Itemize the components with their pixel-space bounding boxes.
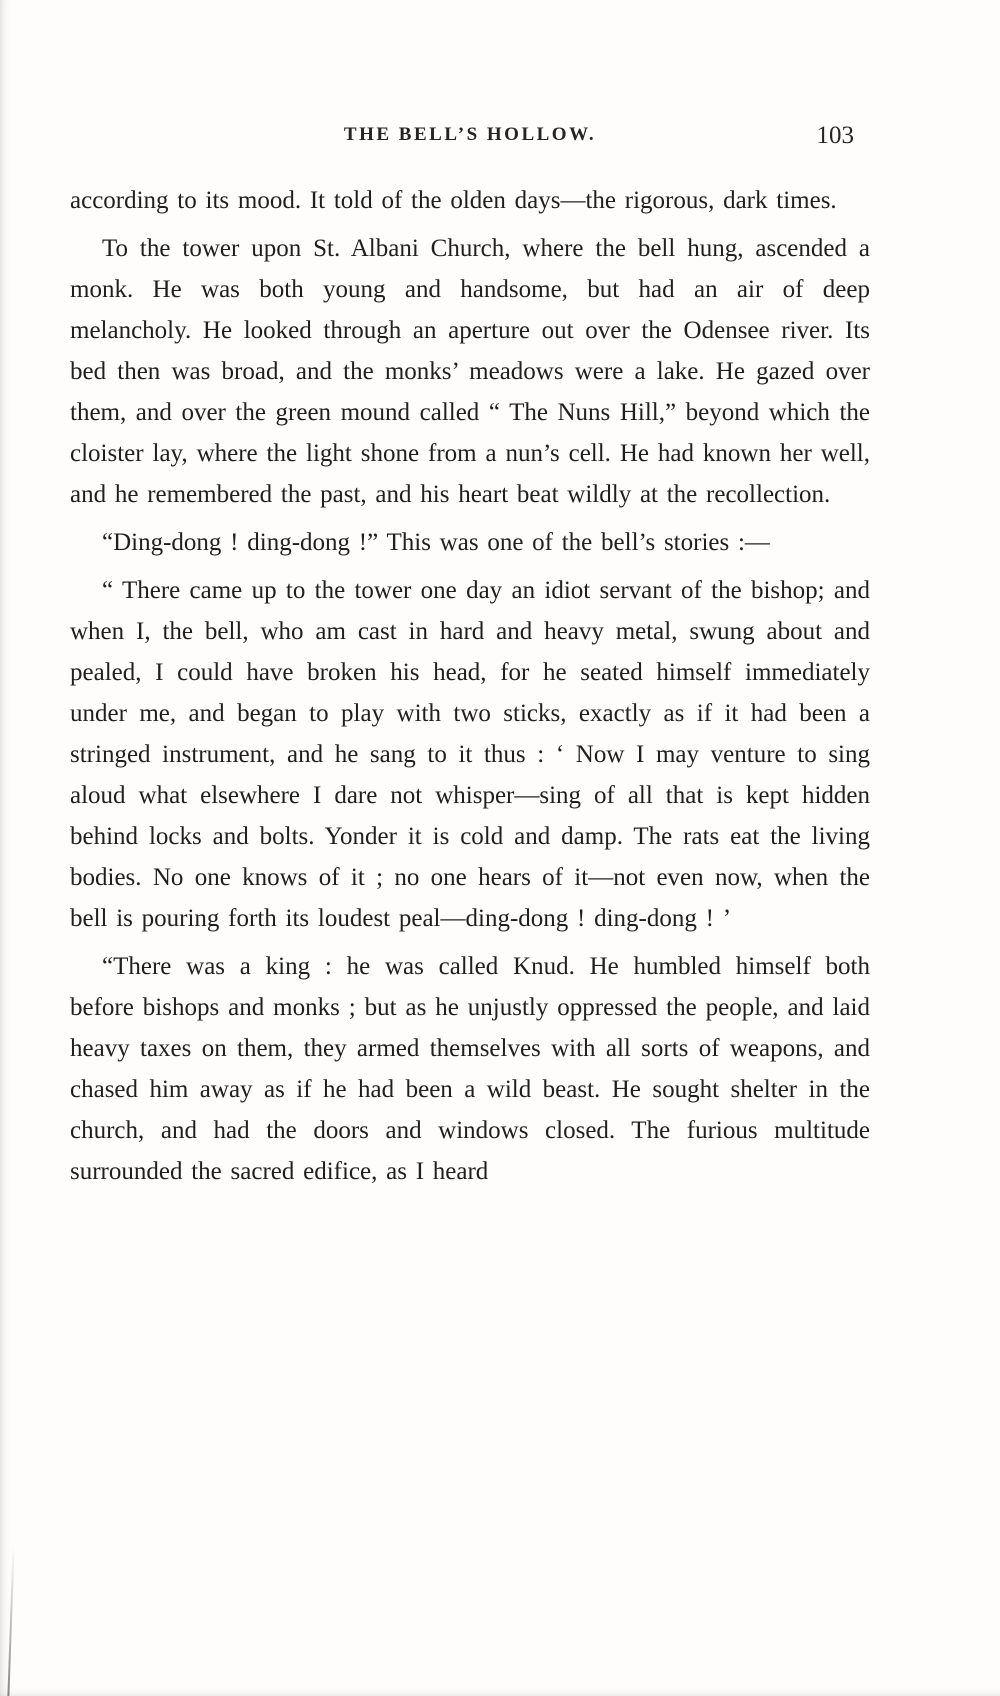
- paragraph-ding-dong: “Ding-dong ! ding-dong !” This was one of the bell’s stories :—: [102, 529, 770, 556]
- paragraph-tower-monk: To the tower upon St. Albani Church, where the bell hung, ascended a monk. He was both young and handsome, but had an air of deep melancholy. He looked through an aperture out over the Odensee river. Its bed then was broad, and the monks’ meadows were a lake. He gazed over them, and over the green mound called “ The Nuns Hill,” beyond which the cloister lay, where the light shone from a nun’s cell. He had known her well, and he remembered the past, and his heart beat wildly at the recollection.: [70, 235, 870, 508]
- scan-artifact-line: [7, 1546, 14, 1696]
- paragraph-king-knud: “There was a king : he was called Knud. He humbled himself both before bishops and monks ; but as he unjustly oppressed the people, and laid heavy taxes on them, they armed themselves with all sorts of weapons, and chased him away as if he had been a wild beast. He sought shelter in the church, and had the doors and windows closed. The furious multitude surrounded the sacred edifice, as I heard: [70, 953, 870, 1185]
- paragraph-continuation: according to its mood. It told of the olden days—the rigorous, dark times.: [70, 187, 837, 214]
- page-number: 103: [816, 122, 854, 149]
- paragraph-idiot-servant: “ There came up to the tower one day an idiot servant of the bishop; and when I, the bell, who am cast in hard and heavy metal, swung about and pealed, I could have broken his head, for he seated himself immediately under me, and began to play with two sticks, exactly as if it had been a stringed instrument, and he sang to it thus : ‘ Now I may venture to sing aloud what elsewhere I dare not whisper—sing of all that is kept hidden behind locks and bolts. Yonder it is cold and damp. The rats eat the living bodies. No one knows of it ; no one hears of it—not even now, when the bell is pouring forth its loudest peal—ding-dong ! ding-dong ! ’: [70, 577, 870, 932]
- page-header: [70, 122, 870, 156]
- running-title: THE BELL’S HOLLOW.: [343, 124, 597, 145]
- body-text: [70, 180, 870, 1192]
